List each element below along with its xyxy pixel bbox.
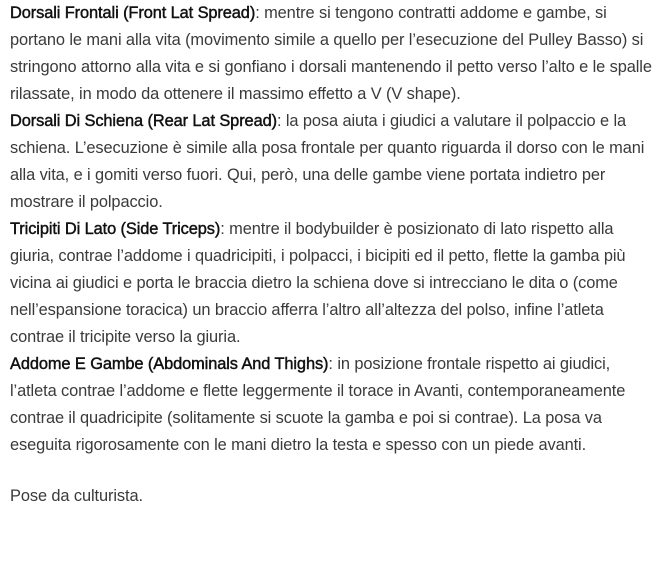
pose-heading-separator: :: [328, 355, 333, 373]
pose-heading: Dorsali Di Schiena (Rear Lat Spread): [10, 112, 277, 130]
pose-heading-separator: :: [276, 112, 282, 130]
image-caption: Pose da culturista.: [10, 487, 143, 505]
pose-heading-separator: :: [255, 4, 260, 22]
pose-description: mentre il bodybuilder è posizionato di lato rispetto alla giuria, contrae l’addome i quadricipiti, i polpacci, i bicipiti ed il petto, flette la gamba più vicina ai giudici e porta le braccia dietro la schiena dove si intrecciano le dita o (come nell’espansione toracica) un braccio afferra l’altro all’altezza del polso, infine l’atleta contrae il tricipite verso la giuria.: [10, 220, 626, 346]
pose-description: la posa aiuta i giudici a valutare il polpaccio e la schiena. L’esecuzione è simile alla posa frontale per quanto riguarda il dorso con le mani alla vita, e i gomiti verso fuori. Qui, però, una delle gambe viene portata indietro per mostrare il polpaccio.: [10, 112, 645, 211]
article-body: [10, 0, 652, 510]
pose-paragraph-rear-lat-spread: [10, 108, 652, 216]
pose-description: mentre si tengono contratti addome e gambe, si portano le mani alla vita (movimento simile a quello per l’esecuzione del Pulley Basso) si stringono attorno alla vita e si gonfiano i dorsali mantenendo il petto verso l’alto e le spalle rilassate, in modo da ottenere il massimo effetto a V (V shape).: [10, 4, 652, 103]
pose-heading: Tricipiti Di Lato (Side Triceps): [10, 220, 221, 238]
pose-paragraph-abdominals-and-thighs: [10, 351, 652, 459]
pose-heading: Addome E Gambe (Abdominals And Thighs): [10, 355, 329, 373]
pose-paragraph-front-lat-spread: [10, 0, 652, 108]
pose-description: in posizione frontale rispetto ai giudici, l’atleta contrae l’addome e flette leggermente il torace in Avanti, contemporaneamente contrae il quadricipite (solitamente si scuote la gamba e poi si contrae). La posa va eseguita rigorosamente con le mani dietro la testa e spesso con un piede avanti.: [10, 355, 626, 454]
pose-heading-separator: :: [220, 220, 225, 238]
pose-paragraph-side-triceps: [10, 216, 652, 351]
pose-heading: Dorsali Frontali (Front Lat Spread): [10, 4, 256, 22]
